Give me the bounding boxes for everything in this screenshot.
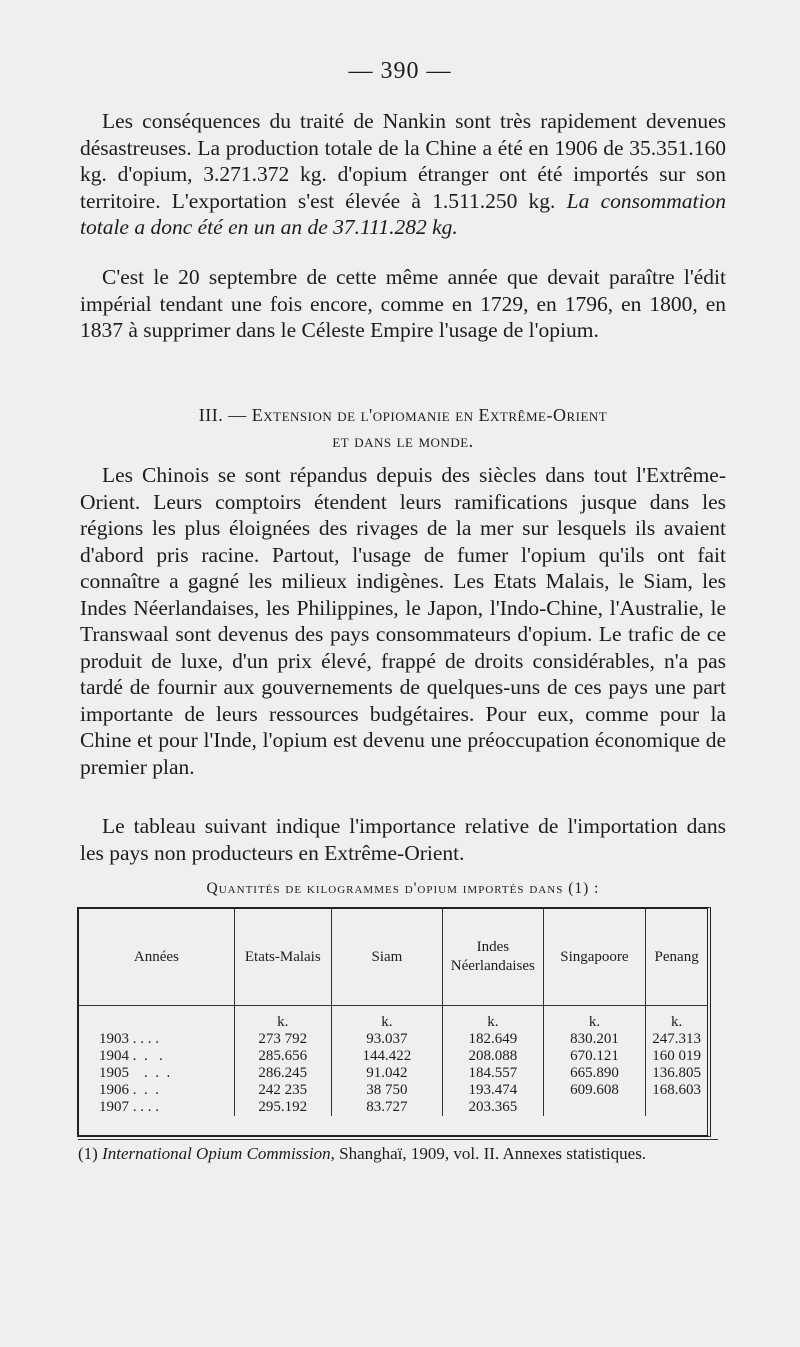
header-siam: Siam (331, 909, 442, 1006)
paragraph-1-italic: La consommation totale a donc été en un an de 37.111.282 kg. (80, 188, 726, 239)
table-cell: 38 750 (331, 1082, 442, 1099)
table-cell: k. (234, 1006, 331, 1032)
header-etats-malais: Etats-Malais (234, 909, 331, 1006)
table-cell: 1905 . . . (79, 1065, 234, 1082)
table-cell: 193.474 (443, 1082, 544, 1099)
opium-import-table (77, 907, 711, 1137)
footnote-marker: (1) (78, 1144, 103, 1163)
table-row (79, 1082, 707, 1099)
table-cell: k. (543, 1006, 646, 1032)
table-cell: 830.201 (543, 1031, 646, 1048)
table-header-row (79, 909, 707, 1006)
header-indes-neerlandaises: Indes Néerlandaises (443, 909, 544, 1006)
paragraph-2-text: C'est le 20 septembre de cette même année que devait paraître l'édit impérial tendant une fois encore, comme en 1729, en 1796, en 1800, en 1837 à supprimer dans le Céleste Empire l'usage de l'opium. (80, 265, 726, 342)
table-cell: 1906 . . . (79, 1082, 234, 1099)
table-cell: 144.422 (331, 1048, 442, 1065)
table-cell (79, 1006, 234, 1032)
paragraph-3 (80, 462, 726, 780)
table-cell: k. (443, 1006, 544, 1032)
table-cell: 247.313 (652, 1031, 701, 1047)
table-cell: 184.557 (443, 1065, 544, 1082)
table-cell: 665.890 (543, 1065, 646, 1082)
table-cell: 1907 . . . . (79, 1099, 234, 1116)
table-row (79, 1048, 707, 1065)
table-cell: 168.603 (652, 1082, 701, 1098)
table-cell (543, 1099, 646, 1116)
section-heading-line-1: III. — Extension de l'opiomanie en Extrême-Orient (198, 405, 608, 425)
table-caption: Quantités de kilogrammes d'opium importés dans (1) : (206, 880, 600, 897)
table-row (79, 1099, 707, 1116)
footnote-source: International Opium Commission (102, 1144, 331, 1163)
table-cell: 286.245 (234, 1065, 331, 1082)
paragraph-2 (80, 264, 726, 344)
header-annees: Années (79, 909, 234, 1006)
paragraph-1 (80, 108, 726, 241)
table-cell: 182.649 (443, 1031, 544, 1048)
table-cell: 203.365 (443, 1099, 544, 1116)
paragraph-4 (80, 813, 726, 866)
section-heading-line-2: et dans le monde. (332, 431, 474, 451)
footnote (78, 1143, 726, 1165)
header-singapoore: Singapoore (543, 909, 646, 1006)
table-cell: 273 792 (234, 1031, 331, 1048)
table-cell: k. (331, 1006, 442, 1032)
header-penang: Penang (646, 909, 707, 1006)
paragraph-3-text: Les Chinois se sont répandus depuis des siècles dans tout l'Extrême-Orient. Leurs comptoirs étendent leurs ramifications jusque dans les régions les plus éloignées des rivages de la mer sur lesquels ils avaient d'abord pris racine. Partout, l'usage de fumer l'opium qu'ils ont fait connaître a gagné les milieux indigènes. Les Etats Malais, le Siam, les Indes Néerlandaises, les Philippines, le Japon, l'Indo-Chine, l'Australie, le Transwaal sont devenus des pays consommateurs d'opium. Le trafic de ce produit de luxe, d'un prix élevé, frappé de droits considérables, n'a pas tardé de fournir aux gouvernements de quelques-uns de ces pays une part importante de leurs ressources budgétaires. Pour eux, comme pour la Chine et pour l'Inde, l'opium est devenu une préoccupation économique de premier plan. (80, 463, 726, 779)
table-cell: 242 235 (234, 1082, 331, 1099)
table-cell: 83.727 (331, 1099, 442, 1116)
table-cell: 136.805 (652, 1065, 701, 1081)
table-cell: 670.121 (543, 1048, 646, 1065)
table-cell (646, 1099, 707, 1116)
table-cell: 295.192 (234, 1099, 331, 1116)
table-row (79, 1065, 707, 1082)
table-units-row (79, 1006, 707, 1032)
table-row (79, 1031, 707, 1048)
paragraph-1-text: Les conséquences du traité de Nankin sont très rapidement devenues désastreuses. La production totale de la Chine a été en 1906 de 35.351.160 kg. d'opium, 3.271.372 kg. d'opium étranger ont été importés sur son territoire. L'exportation s'est élevée à 1.511.250 kg. (80, 109, 726, 213)
table-cell: 1903 . . . . (79, 1031, 234, 1048)
table-cell: 160 019 (652, 1048, 701, 1064)
table-cell: 1904 . . . (79, 1048, 234, 1065)
data-table (79, 909, 707, 1116)
table-cell: 91.042 (331, 1065, 442, 1082)
footnote-rest: , Shanghaï, 1909, vol. II. Annexes statistiques. (330, 1144, 647, 1163)
table-cell: k. (671, 1014, 683, 1030)
paragraph-4-text: Le tableau suivant indique l'importance relative de l'importation dans les pays non producteurs en Extrême-Orient. (80, 814, 726, 865)
table-cell: 609.608 (543, 1082, 646, 1099)
section-heading (80, 402, 726, 454)
page-number: — 390 — (348, 58, 452, 84)
table-cell: 93.037 (331, 1031, 442, 1048)
table-cell: 285.656 (234, 1048, 331, 1065)
footnote-rule (78, 1139, 718, 1140)
table-cell: 208.088 (443, 1048, 544, 1065)
